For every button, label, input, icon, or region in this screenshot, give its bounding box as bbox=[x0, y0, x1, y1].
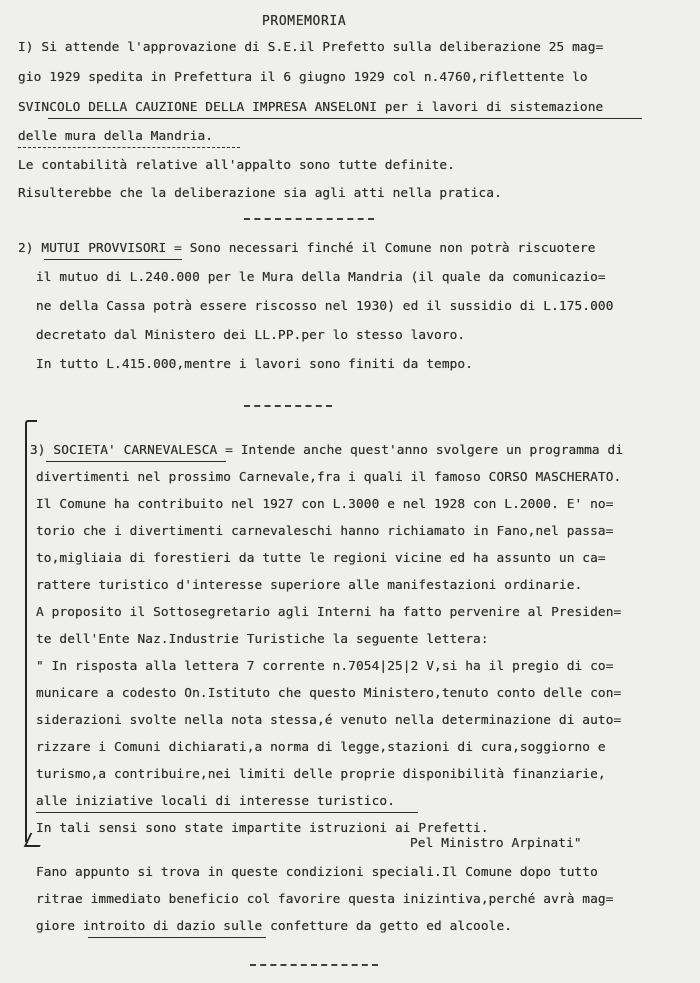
underline bbox=[44, 259, 182, 260]
text-line: alle iniziative locali di interesse turistico. bbox=[36, 794, 396, 809]
text-line: torio che i divertimenti carnevaleschi hanno richiamato in Fano,nel passa= bbox=[36, 524, 614, 539]
text-line: I) Si attende l'approvazione di S.E.il Prefetto sulla deliberazione 25 mag= bbox=[18, 40, 604, 55]
underline bbox=[46, 461, 226, 462]
text-line: Fano appunto si trova in queste condizioni speciali.Il Comune dopo tutto bbox=[36, 865, 598, 880]
text-line: municare a codesto On.Istituto che questo Ministero,tenuto conto delle con= bbox=[36, 686, 622, 701]
text-line: Risulterebbe che la deliberazione sia agli atti nella pratica. bbox=[18, 186, 502, 201]
text-line: Il Comune ha contribuito nel 1927 con L.3000 e nel 1928 con L.2000. E' no= bbox=[36, 497, 614, 512]
text-line: to,migliaia di forestieri da tutte le regioni vicine ed ha assunto un ca= bbox=[36, 551, 606, 566]
text-line: rattere turistico d'interesse superiore alle manifestazioni ordinarie. bbox=[36, 578, 583, 593]
text-line: gio 1929 spedita in Prefettura il 6 giugno 1929 col n.4760,riflettente lo bbox=[18, 70, 588, 85]
text-line: divertimenti nel prossimo Carnevale,fra i quali il famoso CORSO MASCHERATO. bbox=[36, 470, 622, 485]
text-line: giore introito di dazio sulle confetture da getto ed alcoole. bbox=[36, 919, 513, 934]
text-line: " In risposta alla lettera 7 corrente n.7054|25|2 V,si ha il pregio di co= bbox=[36, 659, 614, 674]
underline bbox=[36, 812, 418, 813]
text-line: il mutuo di L.240.000 per le Mura della Mandria (il quale da comunicazio= bbox=[36, 270, 606, 285]
text-line: rizzare i Comuni dichiarati,a norma di legge,stazioni di cura,soggiorno e bbox=[36, 740, 606, 755]
text-line: ritrae immediato beneficio col favorire questa inizintiva,perché avrà mag= bbox=[36, 892, 614, 907]
underline bbox=[18, 147, 240, 148]
section-separator bbox=[244, 218, 374, 220]
underline bbox=[48, 118, 642, 119]
text-line: 2) MUTUI PROVVISORI = Sono necessari finché il Comune non potrà riscuotere bbox=[18, 241, 596, 256]
text-line: te dell'Ente Naz.Industrie Turistiche la seguente lettera: bbox=[36, 632, 489, 647]
text-line: decretato dal Ministero dei LL.PP.per lo stesso lavoro. bbox=[36, 328, 466, 343]
text-line: In tali sensi sono state impartite istruzioni ai Prefetti. bbox=[36, 821, 489, 836]
text-line: Le contabilità relative all'appalto sono tutte definite. bbox=[18, 158, 456, 173]
section-separator bbox=[250, 964, 378, 966]
section-separator bbox=[244, 405, 332, 407]
text-line: 3) SOCIETA' CARNEVALESCA = Intende anche quest'anno svolgere un programma di bbox=[30, 443, 624, 458]
text-line: turismo,a contribuire,nei limiti delle proprie disponibilità finanziarie, bbox=[36, 767, 606, 782]
text-line: delle mura della Mandria. bbox=[18, 129, 214, 144]
text-line: In tutto L.415.000,mentre i lavori sono finiti da tempo. bbox=[36, 357, 474, 372]
text-line: A proposito il Sottosegretario agli Interni ha fatto pervenire al Presiden= bbox=[36, 605, 622, 620]
signature-line: Pel Ministro Arpinati" bbox=[410, 836, 582, 851]
text-line: siderazioni svolte nella nota stessa,é venuto nella determinazione di auto= bbox=[36, 713, 622, 728]
text-line: SVINCOLO DELLA CAUZIONE DELLA IMPRESA ANSELONI per i lavori di sistemazione bbox=[18, 100, 604, 115]
underline bbox=[88, 937, 266, 938]
text-line: ne della Cassa potrà essere riscosso nel 1930) ed il sussidio di L.175.000 bbox=[36, 299, 614, 314]
page-title: PROMEMORIA bbox=[262, 14, 347, 29]
